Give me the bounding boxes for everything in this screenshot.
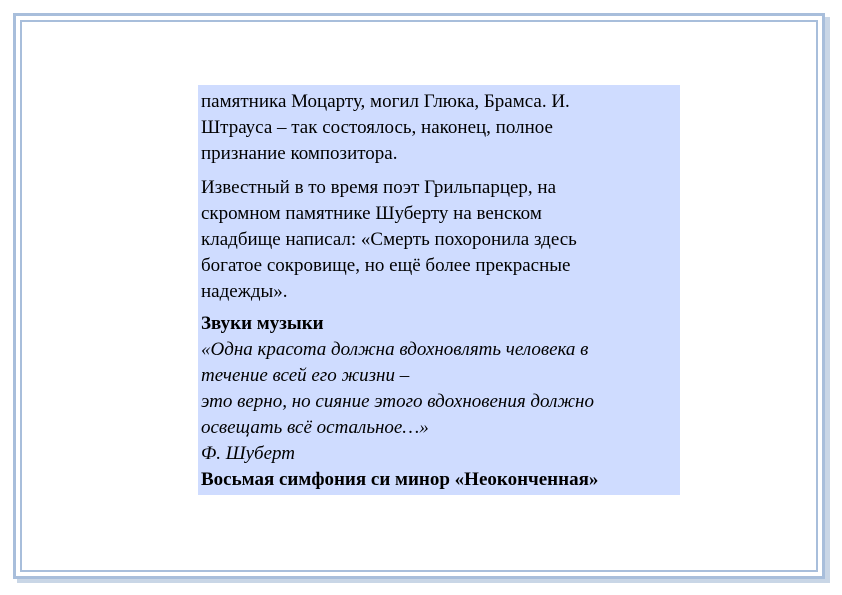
text-line: Штрауса – так состоялось, наконец, полное bbox=[201, 117, 553, 138]
quote-line: освещать всё остальное…» bbox=[201, 417, 429, 438]
section-heading: Звуки музыки bbox=[201, 313, 324, 334]
quote-author: Ф. Шуберт bbox=[201, 443, 295, 464]
text-line: признание композитора. bbox=[201, 143, 398, 164]
text-line: богатое сокровище, но ещё более прекрасные bbox=[201, 255, 571, 276]
paragraph-mozart-memorial bbox=[201, 89, 676, 167]
paragraph-grillparzer bbox=[201, 175, 676, 305]
symphony-title: Восьмая симфония си минор «Неоконченная» bbox=[201, 469, 599, 490]
quote-line: «Одна красота должна вдохновлять человека в bbox=[201, 339, 589, 360]
text-line: памятника Моцарту, могил Глюка, Брамса. И. bbox=[201, 91, 570, 112]
paragraph-spacer bbox=[201, 167, 676, 175]
frame-shadow-bottom bbox=[17, 579, 830, 583]
text-line: Известный в то время поэт Грильпарцер, на bbox=[201, 177, 557, 198]
text-line: скромном памятнике Шуберту на венском bbox=[201, 203, 542, 224]
quote-line: течение всей его жизни – bbox=[201, 365, 410, 386]
quote-line: это верно, но сияние этого вдохновения должно bbox=[201, 391, 594, 412]
slide-text-box bbox=[198, 85, 680, 495]
text-line: надежды». bbox=[201, 281, 288, 302]
schubert-quote bbox=[201, 337, 676, 441]
text-line: кладбище написал: «Смерть похоронила здесь bbox=[201, 229, 577, 250]
frame-shadow-right bbox=[825, 17, 830, 582]
